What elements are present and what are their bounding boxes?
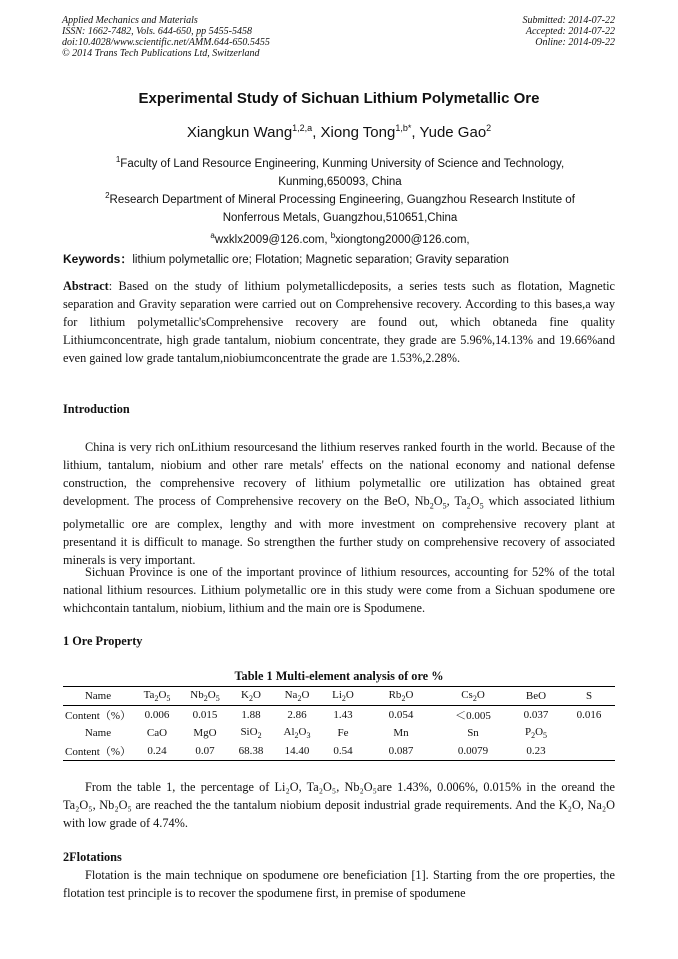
email-b[interactable]: xiongtong2000@126.com, — [335, 233, 470, 246]
table-cell: 0.24 — [133, 742, 181, 761]
table-cell: ＜0.005 — [437, 706, 509, 725]
accepted-date: Accepted: 2014-07-22 — [525, 26, 615, 37]
aff2-line2: Nonferrous Metals, Guangzhou,510651,China — [222, 211, 458, 224]
table-cell: 0.23 — [509, 742, 563, 761]
table-cell: $Nb_2O_5$ — [181, 687, 229, 706]
table-cell: $K_2O$ — [229, 687, 273, 706]
table-cell: 0.07 — [181, 742, 229, 761]
aff2-line1: Research Department of Mineral Processing Engineering, Guangzhou Research Institute of — [109, 193, 575, 206]
table-cell: BeO — [509, 687, 563, 706]
author-2-sup: 1,b* — [395, 123, 412, 133]
table-cell: 0.0079 — [437, 742, 509, 761]
keywords-text: lithium polymetallic ore; Flotation; Magnetic separation; Gravity separation — [132, 254, 509, 266]
table-cell: 0.54 — [321, 742, 365, 761]
table-cell: Content（%） — [63, 742, 133, 761]
affiliation-2 — [80, 187, 600, 249]
table-row — [63, 724, 615, 742]
table-cell: $Ta_2O_5$ — [133, 687, 181, 706]
table-cell: 0.037 — [509, 706, 563, 725]
table-discussion: From the table 1, the percentage of Li₂O, Ta₂O₅, Nb₂O₅are 1.43%, 0.006%, 0.015% in the oreand the Ta₂O₅, Nb₂O₅ are reached the the tantalum niobium deposit industrial grade requirements. And the K₂O, Na₂O with low grade of 4.74%. — [63, 780, 615, 830]
table-cell: $Al_2O_3$ — [283, 725, 311, 741]
section2-heading: 2Flotations — [63, 850, 122, 864]
aff2-sup: 2 — [105, 191, 110, 200]
table-cell — [563, 724, 615, 742]
copyright: © 2014 Trans Tech Publications Ltd, Switzerland — [62, 48, 260, 59]
submitted-date: Submitted: 2014-07-22 — [522, 15, 615, 26]
table-cell: 68.38 — [229, 742, 273, 761]
table-cell — [563, 742, 615, 761]
table-cell: 2.86 — [273, 706, 321, 725]
online-date: Online: 2014-09-22 — [535, 37, 615, 48]
table-cell: 0.015 — [181, 706, 229, 725]
table-row — [63, 706, 615, 725]
table-caption: Table 1 Multi-element analysis of ore % — [234, 669, 444, 683]
keywords — [63, 250, 509, 267]
aff1-line1: Faculty of Land Resource Engineering, Kunming University of Science and Technology, — [120, 157, 565, 170]
abstract — [63, 277, 615, 367]
journal-name: Applied Mechanics and Materials — [62, 15, 198, 26]
table-cell: 1.88 — [229, 706, 273, 725]
table-cell: 1.43 — [321, 706, 365, 725]
aff1-line2: Kunming,650093, China — [278, 175, 402, 188]
table-cell: S — [563, 687, 615, 706]
journal-info — [62, 15, 270, 59]
section1-heading: 1 Ore Property — [63, 634, 143, 648]
table-cell: Content（%） — [63, 706, 133, 725]
table-cell: CaO — [146, 727, 168, 739]
table-cell: Fe — [337, 727, 349, 739]
ore-analysis-table — [63, 686, 615, 761]
table-cell: $Li_2O$ — [321, 687, 365, 706]
aff1-sup: 1 — [115, 155, 121, 164]
table-cell: $P_2O_5$ — [524, 725, 548, 741]
doi: doi:10.4028/www.scientific.net/AMM.644-650.5455 — [62, 37, 270, 48]
introduction-heading: Introduction — [63, 402, 130, 416]
table-cell: $Rb_2O$ — [365, 687, 437, 706]
table-row — [63, 687, 615, 706]
table-cell: SiO$_2$ — [240, 725, 262, 741]
paper-title: Experimental Study of Sichuan Lithium Polymetallic Ore — [138, 90, 540, 107]
email-a-sup: a — [210, 230, 215, 240]
table-cell: Sn — [467, 727, 479, 739]
table-cell: 0.087 — [365, 742, 437, 761]
intro-paragraph-1: China is very rich onLithium resourcesand the lithium reserves ranked fourth in the world. Because of the lithium, tantalum, niobium and other rare metals' effects on the national economy and national defense construction, the comprehensive recovery of lithium polymetallic ore utilization has obtained great development. The process of Comprehensive recovery on the BeO, $Nb_2O_5$, $Ta_2O_5$ which associated lithium polymetallic ore are complex, lengthy and with more investment on comprehensive recovery plant at presentand it is difficult to manage. So strengthen the further study on comprehensive recovery of associated minerals is very important. — [63, 440, 615, 568]
author-1: Xiangkun Wang — [186, 124, 293, 141]
email-a[interactable]: wxklx2009@126.com, — [214, 233, 331, 246]
keywords-label: Keywords： — [63, 252, 133, 266]
dates-info — [523, 15, 616, 48]
table-cell: Mn — [393, 727, 409, 739]
table-cell: 14.40 — [273, 742, 321, 761]
table-cell: 0.006 — [133, 706, 181, 725]
author-list: Xiangkun Wang$^{1,2,a}$, Xiong Tong$^{1,b*}$, Yude Gao$^2$ — [186, 123, 492, 141]
author-1-sup: 1,2,a — [292, 123, 313, 133]
author-2: Xiong Tong — [320, 124, 396, 141]
issn: ISSN: 1662-7482, Vols. 644-650, pp 5455-5458 — [62, 26, 252, 37]
abstract-text: : Based on the study of lithium polymetallicdeposits, a series tests such as flotation, Magnetic separation and Gravity separation were carried out on Comprehensive recovery. According to this bases,a way for lithium polymetallic'sComprehensive recovery are found out, which obtaneda fine quality Lithiumconcentrate, high grade tantalum, niobium concentrate, they grade are 5.96%,14.13% and 19.66%and even gained low grade tantalum,niobiumconcentrate the grade are 1.53%,2.28%. — [63, 279, 615, 365]
table-cell: 0.016 — [563, 706, 615, 725]
table-cell: 0.054 — [365, 706, 437, 725]
table-cell: MgO — [193, 727, 217, 739]
table-row — [63, 742, 615, 761]
email-b-sup: b — [330, 230, 336, 240]
table-cell: Name — [63, 687, 133, 706]
author-3-sup: 2 — [486, 123, 492, 133]
emails — [80, 227, 600, 249]
affiliation-1 — [80, 151, 600, 191]
table-cell: $Cs_2O$ — [437, 687, 509, 706]
intro-paragraph-2: Sichuan Province is one of the important province of lithium resources, accounting for 52% of the total national lithium resources. Lithium polymetallic ore in this study were come from a Sichuan spodumene ore whichcontain tantalum, niobium, lithium and the main ore is Spodumene. — [63, 565, 615, 615]
author-3: Yude Gao — [419, 124, 487, 141]
table-cell: Name — [84, 727, 112, 739]
table-cell: $Na_2O$ — [273, 687, 321, 706]
abstract-label: Abstract — [63, 279, 109, 293]
section2-text: Flotation is the main technique on spodumene ore beneficiation [1]. Starting from the ore properties, the flotation test principle is to recover the spodumene first, in premise of spodumene — [63, 868, 615, 900]
